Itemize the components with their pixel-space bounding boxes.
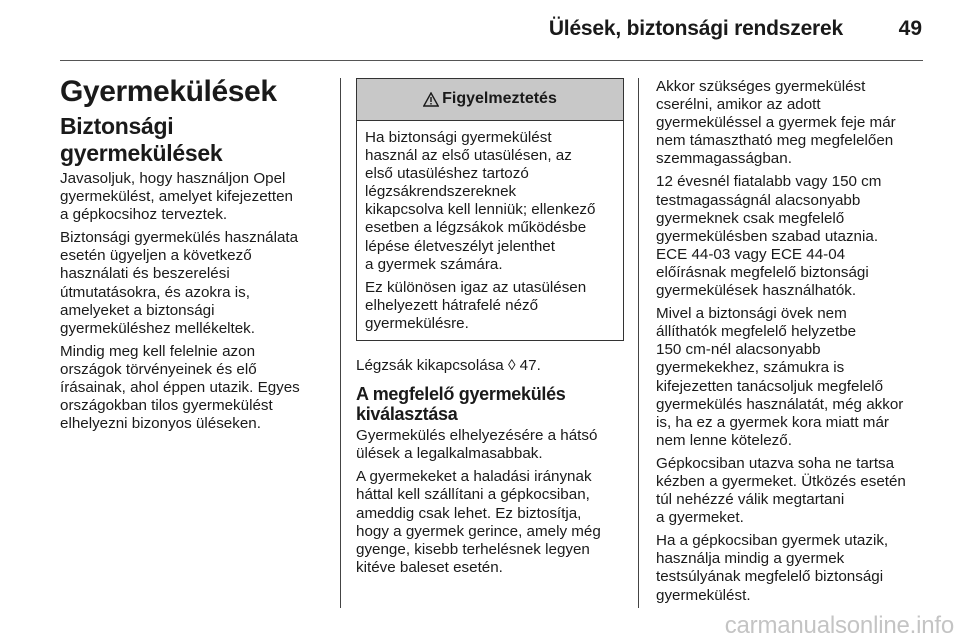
page-header <box>0 0 960 62</box>
warning-box <box>356 78 624 341</box>
warning-title: Figyelmeztetés <box>442 90 557 108</box>
column-1 <box>60 75 332 438</box>
warning-triangle-icon <box>423 92 439 107</box>
paragraph: Mivel a biztonsági övek nem állíthatók megfelelő helyzetbe 150 cm-nél alacsonyabb gyermekekhez, számukra is kifejezetten tanácsoljuk megfelelő gyermekülés használatát, még akkor is, ha ez a gyermek kora miatt már nem lenne kötelező. <box>656 305 904 449</box>
section-heading: Biztonsági gyermekülések <box>60 113 223 166</box>
warning-paragraph: Ha biztonsági gyermekülést használ az első utasülésen, az első utasüléshez tartozó légzsákrendszereknek kikapcsolva kell lenniük; ellenkező esetben a légzsákok működésbe lépése életveszélyt jelenthet a gyermek számára. <box>365 129 596 273</box>
warning-paragraph: Ez különösen igaz az utasülésen elhelyezett hátrafelé néző gyermekülésre. <box>365 278 587 332</box>
chapter-heading: Gyermekülések <box>60 75 277 108</box>
warning-body <box>357 121 623 340</box>
section-title: Ülések, biztonsági rendszerek <box>548 17 843 40</box>
column-3 <box>656 78 928 610</box>
airbag-reference: Légzsák kikapcsolása ◊ 47. <box>356 357 541 375</box>
column-divider-2 <box>638 78 639 608</box>
warning-header <box>357 79 623 121</box>
column-2 <box>356 78 626 582</box>
paragraph: Akkor szükséges gyermekülést cserélni, amikor az adott gyermeküléssel a gyermek feje már nem támasztható meg megfelelően szemmagasságban. <box>656 78 896 168</box>
paragraph: Ha a gépkocsiban gyermek utazik, használja mindig a gyermek testsúlyának megfelelő biztonsági gyermekülést. <box>656 532 889 604</box>
column-divider-1 <box>340 78 341 608</box>
paragraph: 12 évesnél fiatalabb vagy 150 cm testmagasságnál alacsonyabb gyermeknek csak megfelelő gyermekülésben szabad utaznia. ECE 44-03 vagy ECE 44-04 előírásnak megfelelő biztonsági gyermekülések használhatók. <box>656 173 882 300</box>
watermark: carmanualsonline.info <box>724 612 954 639</box>
paragraph: Gépkocsiban utazva soha ne tartsa kézben a gyermeket. Ütközés esetén túl nehézzé válik megtartani a gyermeket. <box>656 454 906 527</box>
paragraph: A gyermekeket a haladási iránynak háttal kell szállítani a gépkocsiban, ameddig csak lehet. Ez biztosítja, hogy a gyermek gerince, amely még gyenge, kisebb terhelésnek legyen kitéve baleset esetén. <box>356 468 601 576</box>
paragraph: Mindig meg kell felelnie azon országok törvényeinek és elő írásainak, ahol éppen utazik. Egyes országokban tilos gyermekülést elhelyezni bizonyos üléseken. <box>60 342 300 433</box>
subsection-heading: A megfelelő gyermekülés kiválasztása <box>356 384 566 425</box>
paragraph: Gyermekülés elhelyezésére a hátsó ülések a legalkalmasabbak. <box>356 427 598 463</box>
paragraph: Biztonsági gyermekülés használata esetén ügyeljen a következő használati és beszerelési útmutatásokra, és azokra is, amelyeket a biztonsági gyermeküléshez mellékeltek. <box>60 229 299 337</box>
page-number: 49 <box>898 17 922 40</box>
paragraph: Javasoljuk, hogy használjon Opel gyermekülést, amelyet kifejezetten a gépkocsihoz terveztek. <box>60 170 293 224</box>
header-divider <box>60 60 923 61</box>
